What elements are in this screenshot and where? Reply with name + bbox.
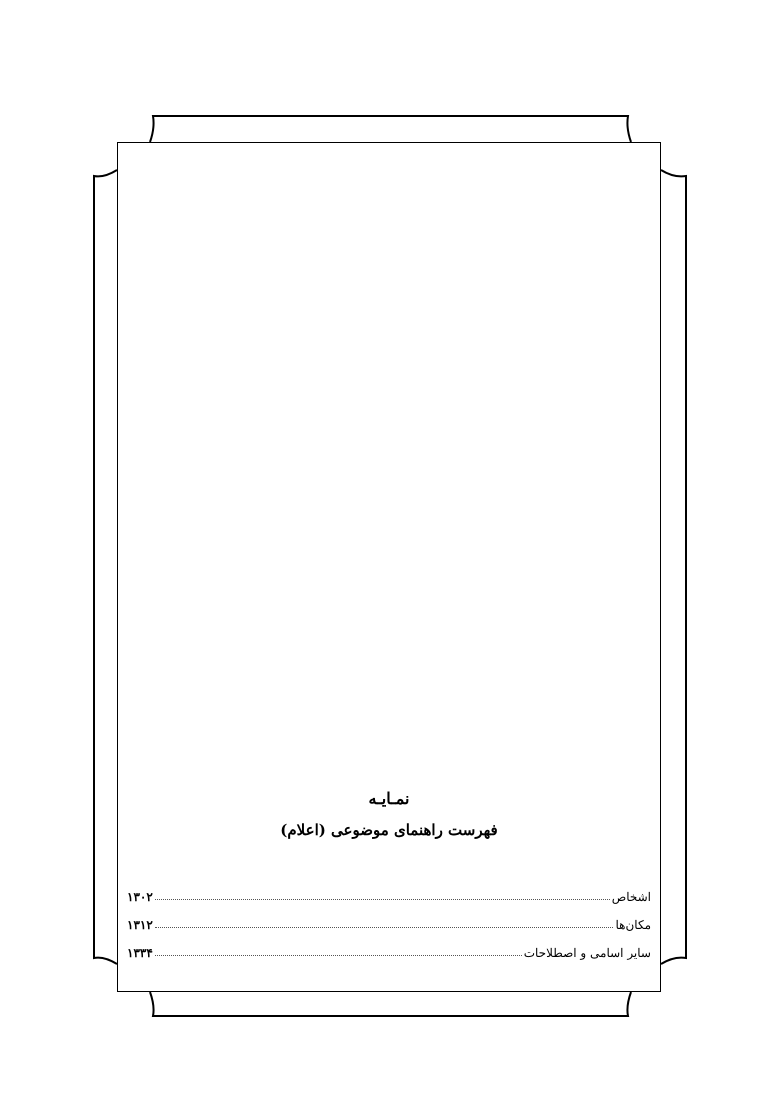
- toc-leader-dots: [155, 927, 614, 928]
- toc-leader-dots: [155, 899, 610, 900]
- index-title: نمـایـه: [368, 789, 410, 808]
- toc-entry-label: اشخاص: [611, 890, 651, 904]
- table-of-contents: [127, 876, 651, 960]
- toc-entry-other-names-terms[interactable]: [127, 932, 651, 960]
- toc-entry-persons[interactable]: [127, 876, 651, 904]
- toc-entry-page: ۱۳۱۲: [127, 918, 153, 932]
- toc-leader-dots: [155, 955, 522, 956]
- page-content-box: [117, 142, 661, 992]
- toc-entry-label: مکان‌ها: [615, 918, 651, 932]
- toc-entry-label: سایر اسامی و اصطلاحات: [523, 946, 651, 960]
- index-subtitle: فهرست راهنمای موضوعی (اعلام): [280, 821, 498, 839]
- toc-entry-page: ۱۳۳۴: [127, 946, 153, 960]
- toc-entry-places[interactable]: [127, 904, 651, 932]
- toc-entry-page: ۱۳۰۲: [127, 890, 153, 904]
